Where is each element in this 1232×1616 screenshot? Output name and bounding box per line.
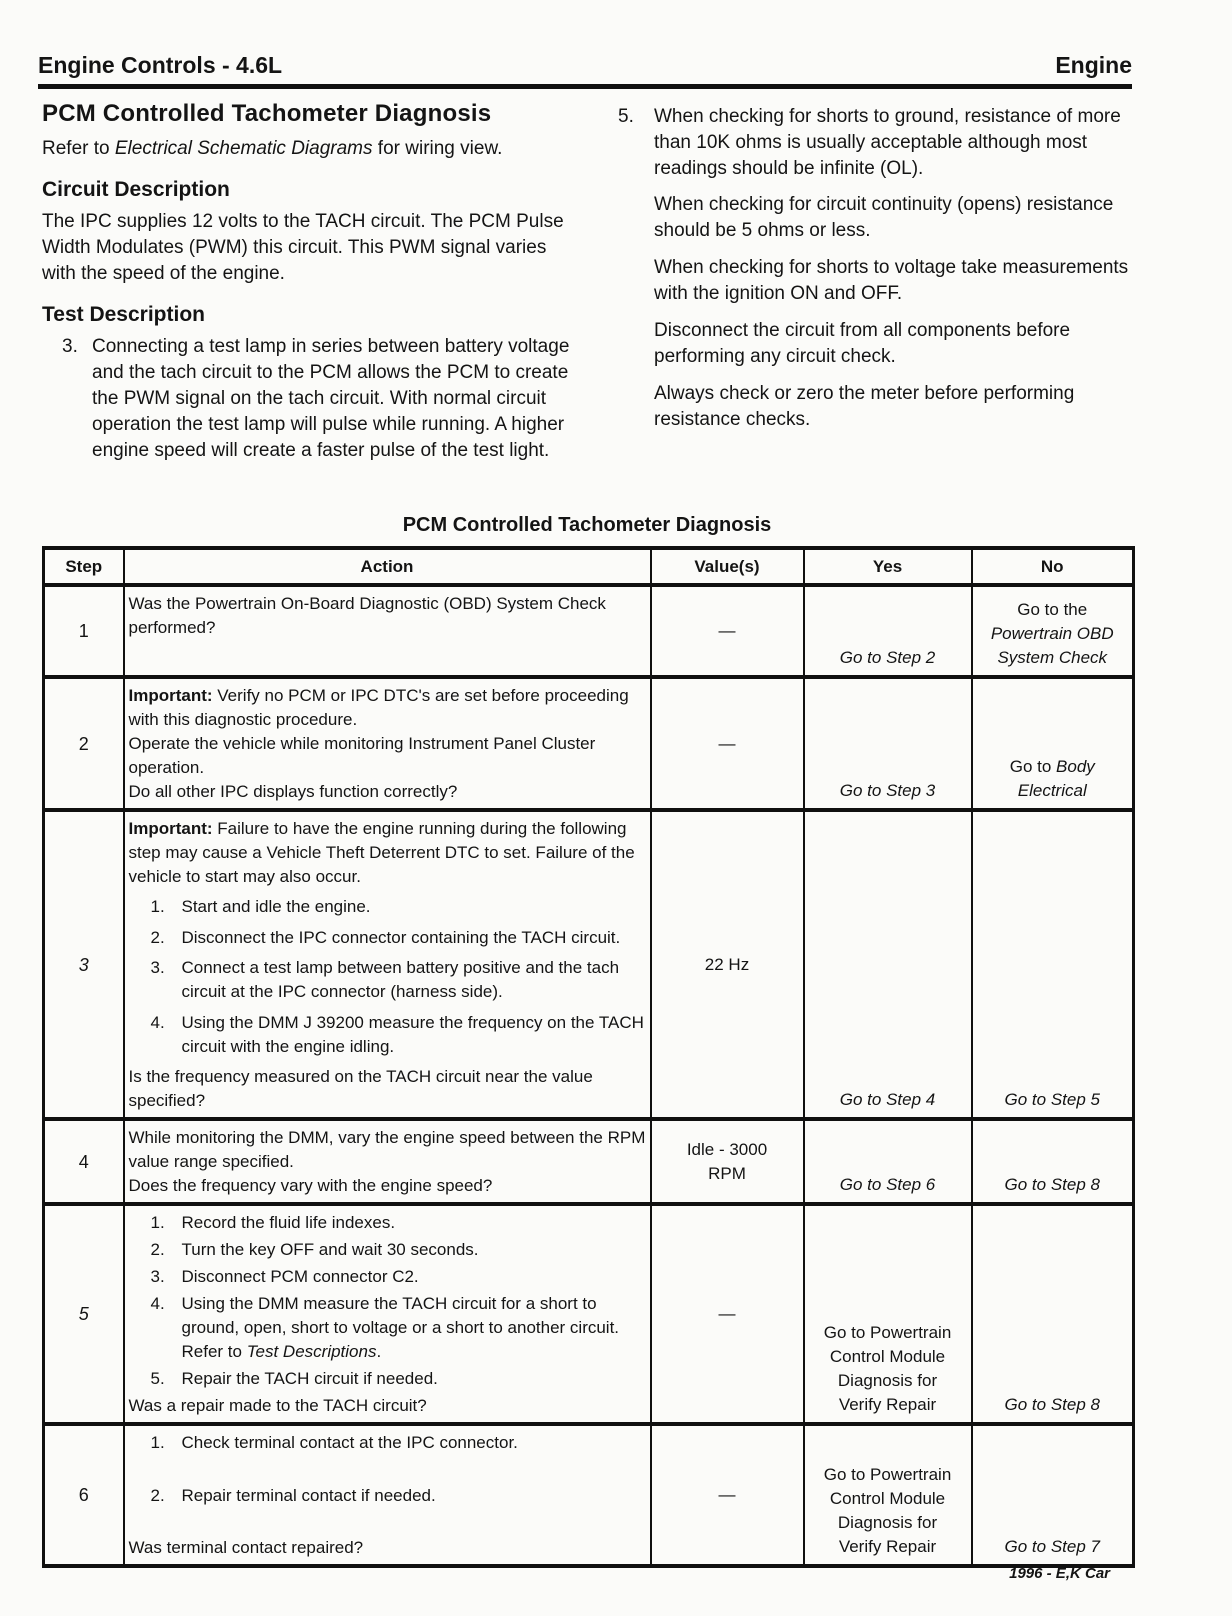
left-column [42,100,574,474]
goto-step-link: Go to Step 6 [839,1175,936,1194]
value-cell: 22 Hz [651,810,804,1119]
value-line: RPM [708,1163,746,1183]
notes-item-5-text: When checking for shorts to ground, resistance of more than 10K ohms is usually acceptable although most readings should be infinite (OL). [654,106,1121,179]
table-row [44,810,1134,1119]
action-question: Is the frequency measured on the TACH circuit near the value specified? [128,1066,593,1110]
important-text: Failure to have the engine running during the following step may cause a Vehicle Theft Deterrent DTC to set. Failure of the vehicle to start may also occur. [128,819,635,886]
action-list-item [129,1431,646,1455]
table-row [44,585,1134,677]
column-header-no: No [972,548,1134,585]
action-list-item [129,895,646,919]
list-text: Start and idle the engine. [181,897,371,917]
action-list-item [129,1265,646,1289]
goto-step-link: Go to Step 4 [839,1090,936,1109]
value-cell: — [651,585,804,677]
yes-cell [804,585,972,677]
important-text: Verify no PCM or IPC DTC's are set before proceeding with this diagnostic procedure. [128,686,629,729]
action-list-item [129,1211,646,1235]
yes-cell [804,810,972,1119]
goto-text: Go to [1009,757,1057,776]
list-number: 5. [618,106,634,127]
important-label: Important: [128,686,213,705]
column-header-action: Action [124,548,651,585]
goto-target-line: Control Module [829,1489,946,1508]
action-list-item [129,1484,646,1508]
test-description-heading: Test Description [42,303,205,326]
list-number: 1. [150,1213,165,1232]
list-text [182,1292,646,1364]
notes-paragraph: Disconnect the circuit from all components before performing any circuit check. [654,320,1071,367]
notes-item-5 [613,104,1141,182]
goto-step-link: Go to Step 7 [1004,1537,1100,1556]
step-number: 3 [44,810,124,1119]
important-label: Important: [128,819,213,838]
goto-step-link: Go to Step 2 [839,648,936,667]
action-cell [124,585,651,677]
goto-step-link: Go to Step 5 [1004,1090,1100,1109]
no-cell [972,585,1134,677]
header-section-title: Engine Controls - 4.6L [38,52,283,78]
value-cell [651,1119,804,1204]
action-cell [124,1204,651,1424]
test-description-item-3-text: Connecting a test lamp in series between battery voltage and the tach circuit to the PCM allows the PCM to create the PWM signal on the tach circuit. With normal circuit operation the test lamp will pulse while running. A higher engine speed will create a faster pulse of the test light. [92,336,570,461]
table-row [44,1204,1134,1424]
goto-step-link: Go to Step 8 [1004,1175,1100,1194]
list-number: 3. [150,958,165,978]
list-text: Record the fluid life indexes. [181,1213,396,1232]
notes-paragraph: When checking for shorts to voltage take measurements with the ignition ON and OFF. [654,257,1129,304]
list-text: Disconnect PCM connector C2. [181,1267,419,1286]
list-number: 4. [150,1294,165,1313]
list-text: Repair the TACH circuit if needed. [181,1369,438,1388]
table-header-row [44,548,1134,585]
action-list-item [129,1367,646,1391]
list-text-part: Using the DMM measure the TACH circuit for a short to ground, open, short to voltage or a short to another circuit. Refer to [181,1294,620,1361]
page-header [38,52,1132,89]
yes-cell [804,677,972,810]
action-cell [124,1424,651,1566]
step-number: 2 [44,677,124,810]
list-number: 4. [150,1012,165,1032]
goto-target-line: Powertrain OBD [990,624,1114,643]
list-number: 3. [62,336,78,357]
step-number: 4 [44,1119,124,1204]
table-row [44,677,1134,810]
notes-paragraph: When checking for circuit continuity (opens) resistance should be 5 ohms or less. [654,194,1114,241]
list-number: 5. [150,1369,165,1388]
no-cell [972,677,1134,810]
circuit-description-heading: Circuit Description [42,178,230,201]
action-list-item [129,926,646,950]
no-cell [972,1119,1134,1204]
list-text: Turn the key OFF and wait 30 seconds. [181,1240,479,1259]
action-question: Does the frequency vary with the engine speed? [128,1176,493,1195]
no-cell [972,810,1134,1119]
list-number: 2. [150,927,165,947]
goto-target-line: Diagnosis for [837,1513,938,1532]
list-text-part: . [376,1342,382,1361]
action-instruction: While monitoring the DMM, vary the engine speed between the RPM value range specified. [128,1128,646,1171]
goto-target-em: Body [1056,757,1095,776]
value-cell: — [651,677,804,810]
value-cell: — [651,1204,804,1424]
no-cell [972,1424,1134,1566]
yes-cell [804,1119,972,1204]
list-text: Connect a test lamp between battery positive and the tach circuit at the IPC connector (harness side). [181,958,620,1002]
page-footer: 1996 - E,K Car [1009,1565,1110,1582]
diagnosis-table [42,546,1135,1568]
list-text: Check terminal contact at the IPC connector. [181,1433,518,1452]
table-row [44,1424,1134,1566]
step-number: 5 [44,1204,124,1424]
intro-reference: Electrical Schematic Diagrams [114,138,373,159]
list-text-reference: Test Descriptions [246,1342,377,1361]
step-number: 6 [44,1424,124,1566]
goto-step-link: Go to Step 8 [1004,1395,1100,1414]
goto-target-line: Diagnosis for [837,1371,938,1390]
column-header-yes: Yes [804,548,972,585]
goto-target-line: Go to Powertrain [823,1323,952,1342]
yes-cell [804,1204,972,1424]
list-text: Repair terminal contact if needed. [181,1485,436,1505]
circuit-description-text: The IPC supplies 12 volts to the TACH circuit. The PCM Pulse Width Modulates (PWM) this circuit. This PWM signal varies with the speed of the engine. [42,211,564,284]
header-chapter-title: Engine [1055,52,1132,78]
column-header-step: Step [44,548,124,585]
goto-target-line: System Check [997,648,1108,667]
action-cell [124,677,651,810]
action-list-item [129,1011,646,1059]
goto-target-line: Go to Powertrain [823,1465,952,1484]
list-text: Disconnect the IPC connector containing the TACH circuit. [181,927,621,947]
list-number: 2. [150,1240,165,1259]
action-question: Do all other IPC displays function correctly? [128,782,458,801]
list-number: 1. [150,897,165,917]
column-header-values: Value(s) [651,548,804,585]
goto-target-line: Verify Repair [838,1537,937,1556]
test-description-item-3 [42,334,574,464]
no-cell [972,1204,1134,1424]
action-question: Was the Powertrain On-Board Diagnostic (OBD) System Check performed? [128,594,606,637]
table-title: PCM Controlled Tachometer Diagnosis [402,514,772,536]
article-title: PCM Controlled Tachometer Diagnosis [42,100,492,127]
action-important-note [129,684,646,732]
intro-paragraph [42,136,574,162]
action-cell [124,810,651,1119]
right-column [613,100,1141,444]
list-number: 3. [150,1267,165,1286]
action-question: Was a repair made to the TACH circuit? [128,1396,427,1415]
action-cell [124,1119,651,1204]
goto-target-line: Electrical [1017,781,1087,800]
value-cell: — [651,1424,804,1566]
intro-text-end: for wiring view. [372,138,503,159]
list-number: 1. [150,1433,165,1452]
intro-text: Refer to [42,138,115,159]
action-list-item [129,1292,646,1364]
goto-target-line [978,755,1128,779]
goto-target-line: Control Module [829,1347,946,1366]
action-list-item [129,956,646,1004]
list-number: 2. [150,1485,165,1505]
goto-target-line: Go to the [1017,600,1088,619]
action-important-note [129,817,646,889]
goto-target-line: Verify Repair [838,1395,937,1414]
step-number: 1 [44,585,124,677]
value-line: Idle - 3000 [686,1139,768,1159]
action-list-item [129,1238,646,1262]
yes-cell [804,1424,972,1566]
table-row [44,1119,1134,1204]
action-instruction: Operate the vehicle while monitoring Instrument Panel Cluster operation. [128,734,596,777]
list-text: Using the DMM J 39200 measure the frequency on the TACH circuit with the engine idling. [181,1012,644,1056]
goto-step-link: Go to Step 3 [839,781,936,800]
action-question: Was terminal contact repaired? [128,1538,364,1557]
notes-paragraph: Always check or zero the meter before performing resistance checks. [654,383,1075,430]
